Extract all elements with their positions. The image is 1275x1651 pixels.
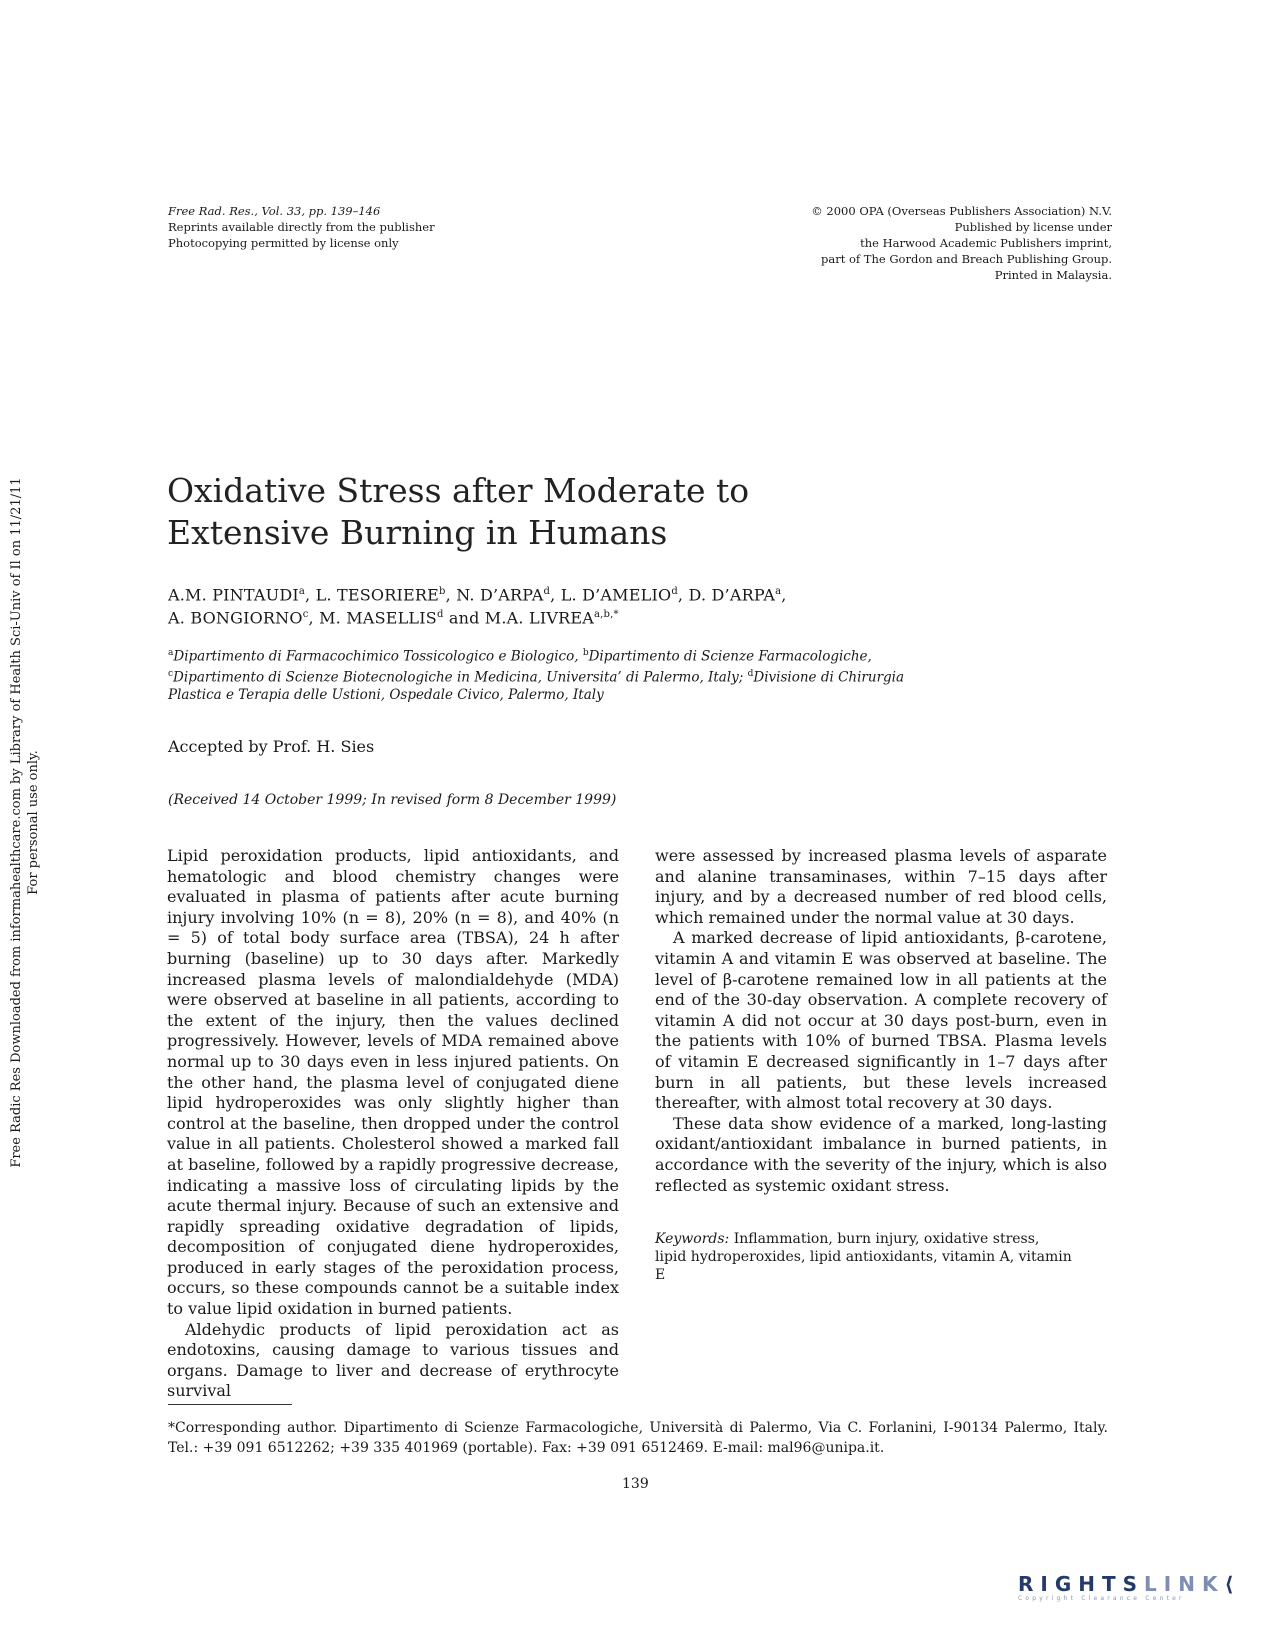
author-affil-mark: c <box>302 609 309 621</box>
author-list <box>168 582 1068 629</box>
author-affil-mark: b <box>439 586 446 597</box>
accepted-by: Accepted by Prof. H. Sies <box>168 737 375 756</box>
copyright-block <box>811 203 1112 283</box>
group-line: part of The Gordon and Breach Publishing Group. <box>820 252 1112 266</box>
corresponding-author-footnote: *Corresponding author. Dipartimento di Scienze Farmacologiche, Università di Palermo, Via C. Forlanini, I-90134 Palermo, Italy. Tel.: +39 091 6512262; +39 335 401969 (portable). Fax: +39 091 6512469. E-mail: mal96@unipa.it. <box>168 1420 1108 1456</box>
abstract-paragraph: Aldehydic products of lipid peroxidation act as endotoxins, causing damage to various tissues and organs. Damage to liver and decrease of erythrocyte survival <box>167 1319 619 1401</box>
affil-mark: d <box>747 669 754 679</box>
author-separator: , <box>781 585 787 605</box>
author-name: A.M. PINTAUDI <box>168 585 299 605</box>
affil-text: Dipartimento di Scienze Farmacologiche, <box>588 648 872 665</box>
article-title <box>167 470 749 554</box>
affiliation-line-2 <box>168 666 1088 687</box>
abstract-column-left <box>167 846 619 1402</box>
affil-text: Dipartimento di Farmacochimico Tossicologico e Biologico, <box>173 648 583 665</box>
author-name: , L. D’AMELIO <box>550 585 672 605</box>
affil-mark: c <box>168 669 174 679</box>
footnote-rule <box>168 1404 292 1405</box>
watermark-line-1: Free Radic Res Downloaded from informahealthcare.com by Library of Health Sci-Univ of Il on 11/21/11 <box>9 477 24 1168</box>
author-affil-mark: d <box>543 586 551 597</box>
keywords-text: Inflammation, burn injury, oxidative stress, lipid hydroperoxides, lipid antioxidants, vitamin A, vitamin E <box>655 1231 1072 1283</box>
affiliation-line-3: Plastica e Terapia delle Ustioni, Ospedale Civico, Palermo, Italy <box>168 687 604 703</box>
affiliations <box>168 645 1088 705</box>
affiliation-line-1 <box>168 645 1088 666</box>
printed-line: Printed in Malaysia. <box>994 268 1112 282</box>
affil-text: Divisione di Chirurgia <box>753 669 905 686</box>
abstract-paragraph: were assessed by increased plasma levels of asparate and alanine transaminases, within 7–15 days after injury, and by a decreased number of red blood cells, which remained under the normal value at 30 days. <box>655 846 1107 927</box>
page-number: 139 <box>622 1476 649 1492</box>
reprints-line: Reprints available directly from the publisher <box>168 220 435 234</box>
author-name: , N. D’ARPA <box>445 585 544 605</box>
author-line-1 <box>168 582 1068 605</box>
author-name: and M.A. LIVREA <box>443 608 594 628</box>
author-line-2 <box>168 605 1068 628</box>
abstract-paragraph: Lipid peroxidation products, lipid antioxidants, and hematologic and blood chemistry changes were evaluated in plasma of patients after acute burning injury involving 10% (n = 8), 20% (n = 8), and 40% (n = 5) of total body surface area (TBSA), 24 h after burning (baseline) up to 30 days after. Markedly increased plasma levels of malondialdehyde (MDA) were observed at baseline in all patients, according to the extent of the injury, then the values declined progressively. However, levels of MDA remained above normal up to 30 days even in less injured patients. On the other hand, the plasma level of conjugated diene lipid hydroperoxides was only slightly higher than control at the baseline, then dropped under the control value in all patients. Cholesterol showed a marked fall at baseline, followed by a rapidly progressive decrease, indicating a massive loss of circulating lipids by the acute thermal injury. Because of such an extensive and rapidly spreading oxidative degradation of lipids, decomposition of conjugated diene hydroperoxides, produced in early stages of the peroxidation process, occurs, so these compounds cannot be a suitable index to value lipid oxidation in burned patients. <box>167 846 619 1319</box>
rightslink-logo[interactable] <box>1018 1572 1241 1602</box>
author-affil-mark: d <box>671 586 678 597</box>
author-affil-mark: a <box>775 586 782 597</box>
keywords-label: Keywords: <box>655 1231 730 1247</box>
logo-text-link: LINK <box>1144 1572 1225 1596</box>
author-affil-mark: d <box>436 609 444 621</box>
keywords <box>655 1230 1075 1284</box>
journal-citation-line: Free Rad. Res., Vol. 33, pp. 139–146 <box>168 204 381 218</box>
photocopying-line: Photocopying permitted by license only <box>168 236 399 250</box>
download-watermark <box>8 465 42 1180</box>
affil-text: Dipartimento di Scienze Biotecnologiche in Medicina, Universita’ di Palermo, Italy; <box>173 669 748 686</box>
abstract-paragraph: These data show evidence of a marked, long-lasting oxidant/antioxidant imbalance in burned patients, in accordance with the severity of the injury, which is also reflected as systemic oxidant stress. <box>655 1113 1107 1195</box>
logo-text-rights: RIGHTS <box>1018 1572 1145 1596</box>
imprint-line: the Harwood Academic Publishers imprint, <box>860 236 1112 250</box>
logo-wordmark <box>1018 1572 1241 1596</box>
author-affil-mark: a,b,* <box>593 609 619 621</box>
author-affil-mark: a <box>298 586 306 597</box>
title-line-1: Oxidative Stress after Moderate to <box>167 471 750 510</box>
license-line: Published by license under <box>954 220 1112 234</box>
author-name: A. BONGIORNO <box>168 608 303 628</box>
watermark-line-2: For personal use only. <box>26 750 41 895</box>
affil-mark: b <box>582 648 589 658</box>
journal-citation-block <box>168 203 435 251</box>
logo-arrow-icon: ⟨ <box>1224 1572 1241 1596</box>
abstract-column-right <box>655 846 1107 1196</box>
copyright-line: © 2000 OPA (Overseas Publishers Association) N.V. <box>811 204 1112 218</box>
author-name: , M. MASELLIS <box>308 608 437 628</box>
affil-mark: a <box>168 648 174 658</box>
abstract-paragraph: A marked decrease of lipid antioxidants, β-carotene, vitamin A and vitamin E was observed at baseline. The level of β-carotene remained low in all patients at the end of the 30-day observation. A complete recovery of vitamin A did not occur at 30 days post-burn, even in the patients with 10% of burned TBSA. Plasma levels of vitamin E decreased significantly in 1–7 days after burn in all patients, but these levels increased thereafter, with almost total recovery at 30 days. <box>655 928 1107 1113</box>
title-line-2: Extensive Burning in Humans <box>167 513 668 552</box>
logo-subtitle: Copyright Clearance Center <box>1018 1595 1185 1602</box>
author-name: , L. TESORIERE <box>305 585 440 605</box>
author-name: , D. D’ARPA <box>677 585 776 605</box>
received-dates: (Received 14 October 1999; In revised form 8 December 1999) <box>168 792 617 808</box>
